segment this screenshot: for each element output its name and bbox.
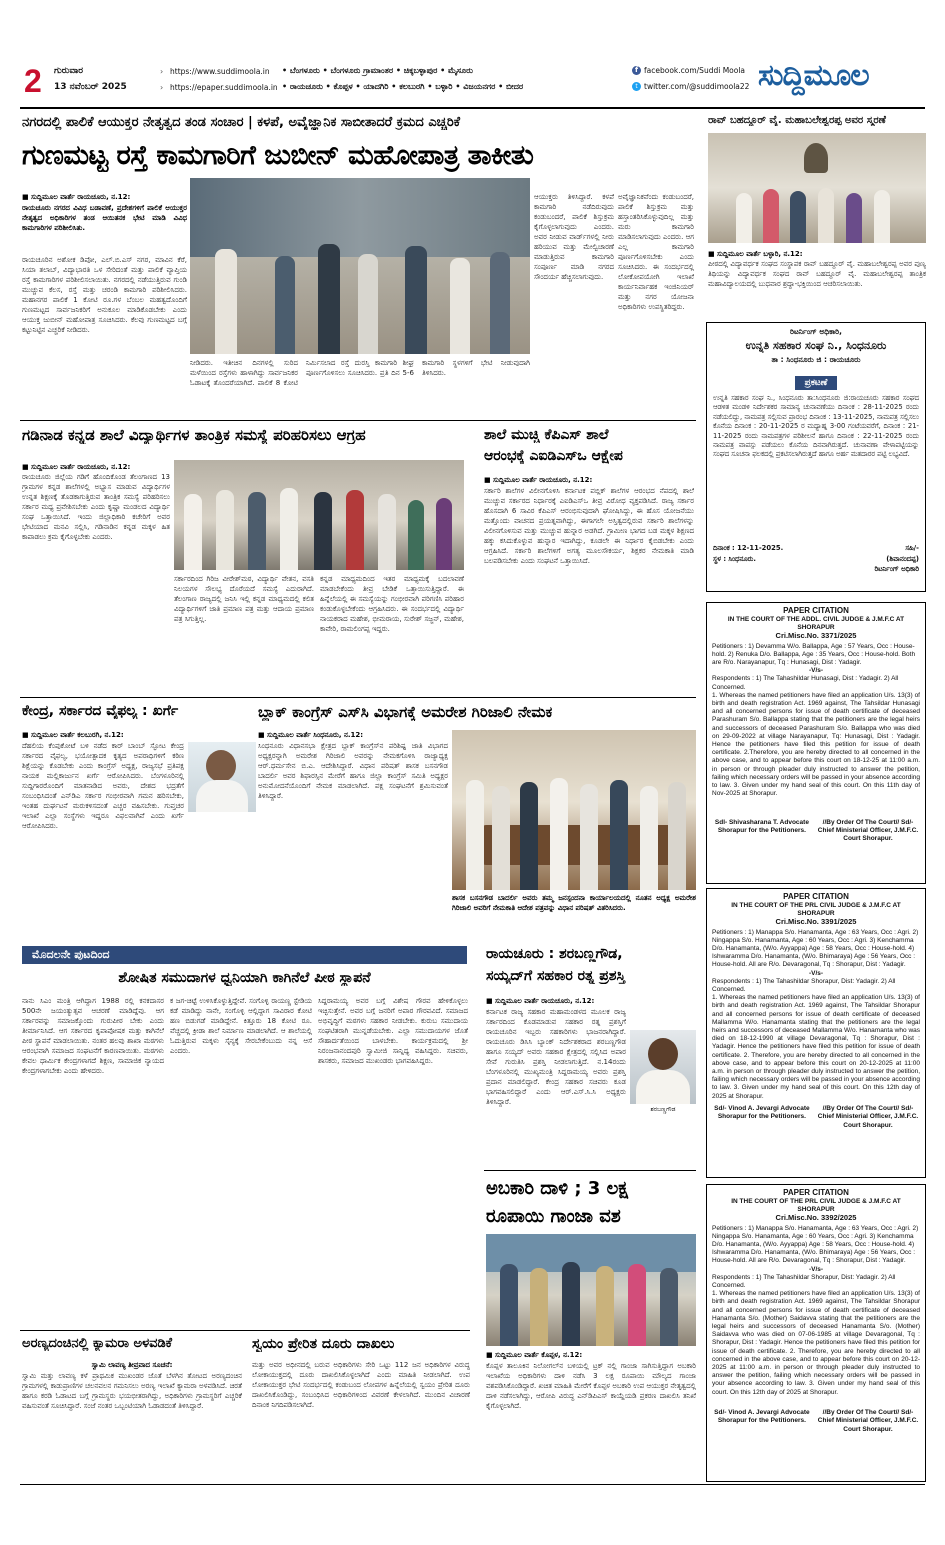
lead-column: ರಾಯಚೂರಿನ ಅಶೋಕ ಡಿಪೋ, ಎಲ್.ಬಿ.ಎಸ್ ನಗರ, ಮಾವಿನ ಕೆರೆ, ಸಿಯಾ ತಲಾಬ್, ವಿದ್ಯಾಭಾರತಿ ಒಳ ಸೇರಿದಂತೆ ಮತ್ತು ಪಾಲಿಕೆ ವ್ಯಾಪ್ತಿಯ ರಸ್ತೆ ಕಾಮಗಾರಿಗಳ ಪರಿಶೀಲಿಸಲಾಯಿತು. ನಗರದಲ್ಲಿ ನಡೆಯುತ್ತಿರುವ ಗುಂಡಿ ಮುಚ್ಚುವ ಕೆಲಸ, ರಸ್ತೆ ಮತ್ತು ಚರಂಡಿ ಕಾಮಗಾರಿ ಪರಿಶೀಲಿಸಿದರು. ಮಹಾನಗರ ಪಾಲಿಕೆ 1 ಕೋಟಿ ರೂ.ಗಳ ಬೆಂಬಲ ಮಹತ್ವದೊಂದಿಗೆ ಗುಣಮಟ್ಟದ ಸಾರ್ವಜನಿಕರಿಗೆ ಅನುಕೂಲ ಮಾಡಿಕೊಡಬೇಕು ಎಂದು ಆಯುಕ್ತ ಜುಬೀನ್ ಮಹೋಪಾತ್ರ ಸೂಚಿಸಿದರು. ಕೆಲವು ಗುಣಮಟ್ಟದ ಬಗ್ಗೆ ಕಟ್ಟುನಿಟ್ಟಿನ ಎಚ್ಚರಿಕೆ ನೀಡಿದರು.	[22, 256, 187, 334]
kannada-school-photo	[174, 460, 464, 570]
section-divider	[20, 697, 696, 698]
edition-cities: • ರಾಯಚೂರು • ಕೊಪ್ಪಳ • ಯಾದಗಿರಿ • ಕಲಬುರಗಿ • ಬಳ್ಳಾರಿ • ವಿಜಯನಗರ • ಬೀದರ	[282, 82, 524, 91]
complaint-body: ಮತ್ತು ಅವರ ಅಧೀನದಲ್ಲಿ ಬರುವ ಅಧಿಕಾರಿಗಳು ಸೇರಿ ಒಟ್ಟು 112 ಜನ ಅಧಿಕಾರಿಗಳ ವಿರುದ್ಧ ಲೋಕಾಯುಕ್ತದಲ್ಲಿ ದೂರು ದಾಖಲಿಸಿಕೊಳ್ಳಲಾಗಿದೆ ಎಂದು ಮಾಹಿತಿ ನೀಡಲಾಗಿದೆ. ಉಪ ಲೋಕಾಯುಕ್ತರ ಭೇಟಿ ಸಂದರ್ಭದಲ್ಲಿ ಕಂಡುಬಂದ ಲೋಪಗಳ ಹಿನ್ನೆಲೆಯಲ್ಲಿ ಸ್ವಯಂ ಪ್ರೇರಿತ ದೂರು ದಾಖಲಿಸಿಕೊಂಡಿದ್ದು, ಸಂಬಂಧಿಸಿದ ಅಧಿಕಾರಿಗಳಿಂದ ವಿವರಣೆ ಕೇಳಲಾಗಿದೆ. ಮುಂದಿನ ವಿಚಾರಣೆ ದಿನಾಂಕ ನಿಗದಿಪಡಿಸಲಾಗಿದೆ.	[252, 1361, 470, 1409]
citation-sig-right: //By Order Of The Court// Sd/- Chief Ministerial Officer, J.M.F.C. Court Shorapur.	[817, 1409, 919, 1433]
masthead-date: 13 ನವೆಂಬರ್ 2025	[54, 82, 127, 92]
section-divider	[484, 1170, 696, 1171]
kannada-school-column: ಸರ್ಕಾರದಿಂದ ಗಿರಿಜ ವೀರೇಶ್‌ಮಠ, ವಿದ್ಯಾರ್ಥಿ ವೇತನ, ವಸತಿ ನಿಲಯಗಳ ಸೌಲಭ್ಯ ದೊರೆಯದೆ ಸಮಸ್ಯೆ ಎದುರಾಗಿದೆ. ತೆಲಂಗಾಣ ರಾಜ್ಯದಲ್ಲಿ ಜನಿಸಿ ಇಲ್ಲಿ ಕನ್ನಡ ಮಾಧ್ಯಮದಲ್ಲಿ ಕಲಿತ ವಿದ್ಯಾರ್ಥಿಗಳಿಗೆ ಜಾತಿ ಪ್ರಮಾಣ ಪತ್ರ ಮತ್ತು ಆದಾಯ ಪ್ರಮಾಣ ಪತ್ರ ಸಿಗುತ್ತಿಲ್ಲ.	[174, 575, 314, 623]
kannada-school-column: ರಾಯಚೂರು ಜಿಲ್ಲೆಯ ಗಡಿಗೆ ಹೊಂದಿಕೊಂಡ ತೆಲಂಗಾಣದ 13 ಗ್ರಾಮಗಳ ಕನ್ನಡ ಶಾಲೆಗಳಲ್ಲಿ ಅಭ್ಯಾಸ ಮಾಡುವ ವಿದ್ಯಾರ್ಥಿಗಳ ಉನ್ನತ ಶಿಕ್ಷಣಕ್ಕೆ ತೊಡಕಾಗುತ್ತಿರುವ ತಾಂತ್ರಿಕ ಸಮಸ್ಯೆ ಪರಿಹರಿಸಲು ಸರ್ಕಾರ ಮಧ್ಯ ಪ್ರವೇಶಿಸಬೇಕು ಎಂದು ಕೃಷ್ಣಾ ಮಂಡಲದ ವಿದ್ಯಾರ್ಥಿ ಸಂಘ ಒತ್ತಾಯಿಸಿದೆ. ಇಂದು ಜಿಲ್ಲಾಧಿಕಾರಿ ಕಚೇರಿಗೆ ಅವರ ಭೇಟಿಯಾದ ಮನವಿ ಸಲ್ಲಿಸಿ, ಗಡಿನಾಡಿನ ಕನ್ನಡ ಮಕ್ಕಳ ಹಿತ ಕಾಪಾಡಲು ಕ್ರಮ ಕೈಗೊಳ್ಳಬೇಕು ಎಂದರು.	[22, 473, 170, 541]
twitter-icon: t	[632, 82, 641, 91]
citation-sig-left: Sd/- Vinod A. Jevargi Advocate Shorapur for the Petitioners.	[714, 1409, 810, 1425]
excise-headline: ರೂಪಾಯಿ ಗಾಂಜಾ ವಶ	[486, 1206, 621, 1227]
citation-petitioners: Petitioners : 1) Manappa S/o. Hanamanta, Age : 63 Years, Occ : Agri. 2) Ningappa S/o. Hanamanta, Age : 60 Years, Occ : Agri. 3) Kenchamma D/o. Hanamanta, (W/o. Ayyappa) Age : 58 Years, Occ : House-hold. 4) Ishwaramma D/o. Hanamanta, (W/o. Bhimaraya) Age : 56 Years, Occ : House-hold. All are R/o. Devaragonal, Tq : Shorapur, Dist : Yadagir.	[712, 928, 919, 969]
website-link[interactable]: https://www.suddimoola.in	[170, 67, 270, 76]
award-portrait	[630, 1030, 696, 1104]
tribute-body: ಪೀಠದಲ್ಲಿ ವಿದ್ಯಾವರ್ಧಕ ಸಂಘದ ಸಂಸ್ಥಾಪಕ ರಾವ್ ಬಹದ್ದೂರ್ ವೈ. ಮಹಾಬಲೇಶ್ವರಪ್ಪ ಅವರ ಪುಣ್ಯ ತಿಥಿಯನ್ನು ವಿದ್ಯಾವರ್ಧಕ ಸಂಘದ ರಾವ್ ಬಹದ್ದೂರ್ ವೈ. ಮಹಾಬಲೇಶ್ವರಪ್ಪ ತಾಂತ್ರಿಕ ಮಹಾವಿದ್ಯಾಲಯದಲ್ಲಿ ಬುಧವಾರ ಶ್ರದ್ಧಾ-ಭಕ್ತಿಯಿಂದ ಆಚರಿಸಲಾಯಿತು.	[708, 260, 926, 288]
citation-sig-left: Sd/- Vinod A. Jevargi Advocate Shorapur for the Petitioners.	[714, 1105, 810, 1121]
citation-case-no: Cri.Misc.No. 3392/2025	[775, 1213, 857, 1223]
masthead-day: ಗುರುವಾರ	[54, 66, 84, 76]
web-icon: ›	[160, 67, 164, 76]
sc-cell-photo	[452, 730, 696, 890]
citation-court: IN THE COURT OF THE ADDL. CIVIL JUDGE & J.M.F.C AT SHORAPUR	[727, 616, 905, 632]
citation-petitioners: Petitioners : 1) Devamma W/o. Ballappa, Age : 57 Years, Occ : House-hold. 2) Renuka D/o. Ballappa, Age : 35 Years, Occ : House-hold. Both are R/o. Narayanapur, Tq : Hunasagi, Dist : Yadagir.	[712, 642, 916, 667]
page-number: 2	[24, 63, 42, 99]
notice-date: ದಿನಾಂಕ : 12-11-2025.	[713, 544, 784, 552]
citation-sig-right: //By Order Of The Court// Sd/- Chief Ministerial Officer, J.M.F.C. Court Shorapur.	[817, 1105, 919, 1129]
lead-column: ಆಯುಕ್ತರು ತಿಳಿಸಿದ್ದಾರೆ. ಕಳಪೆ ಕಾಮಗಾರಿ ನಡೆದಿರುವುದು ಕಂಡುಬಂದರೆ, ಪಾಲಿಕೆ ಶಿಸ್ತುಕ್ರಮ ಕೈಗೊಳ್ಳಲಾಗುವುದು ಎಂದರು. ಅವರ ನೀಡುವ ವಾರ್ಡ್‌ಗಳಲ್ಲಿ ನೀರು ಹರಿಯುವ ಮತ್ತು ಮೇಲ್ವಿಚಾರಣೆ ಮಾಡುತ್ತಿರುವ ಕಾಮಗಾರಿ ಸಂಪೂರ್ಣ ಮಾಡಿ ನಗರದ ಸೌಂದರ್ಯ ಹೆಚ್ಚಿಸಲಾಗುವುದು.	[534, 193, 614, 281]
closure-body: ಸರ್ಕಾರಿ ಶಾಲೆಗಳ ವಿಲೀನಗೊಳಿಸಿ ಕರ್ನಾಟಕ ಪಬ್ಲಿಕ್ ಶಾಲೆಗಳ ಆರಂಭದ ನೆಪದಲ್ಲಿ ಶಾಲೆ ಮುಚ್ಚುವ ಸರ್ಕಾರದ ನಿರ್ಧಾರಕ್ಕೆ ಎಐಡಿಎಸ್‌ಒ ತೀವ್ರ ವಿರೋಧ ವ್ಯಕ್ತಪಡಿಸಿದೆ. ರಾಜ್ಯ ಸರ್ಕಾರ ಹೊಸದಾಗಿ 6 ಸಾವಿರ ಕೆಪಿಎಸ್ ಆರಂಭಿಸುವುದಾಗಿ ಘೋಷಿಸಿದ್ದು, ಈ ಹೊಸ ಯೋಜನೆಯು ಮತ್ತೊಂದು ವಾಚನದ ಪ್ರಯತ್ನವಾಗಿದ್ದು, ಈಗಾಗಲೇ ಅಸ್ತಿತ್ವದಲ್ಲಿರುವ ಸರ್ಕಾರಿ ಶಾಲೆಗಳನ್ನು ವಿಲೀನಗೊಳಿಸುವ ಮತ್ತು ಮುಚ್ಚುವ ಹುನ್ನಾರ ಅಡಗಿದೆ. ಗ್ರಾಮೀಣ ಭಾಗದ ಬಡ ಮಕ್ಕಳ ಶಿಕ್ಷಣದ ಹಕ್ಕು ಕಸಿದುಕೊಳ್ಳುವ ಹುನ್ನಾರ ಇದಾಗಿದ್ದು, ಕೂಡಲೇ ಈ ನಿರ್ಧಾರ ಕೈಬಿಡಬೇಕು ಎಂದು ಆಗ್ರಹಿಸಿದೆ. ಸರ್ಕಾರಿ ಶಾಲೆಗಳಿಗೆ ಅಗತ್ಯ ಮೂಲಸೌಕರ್ಯ, ಶಿಕ್ಷಕರ ನೇಮಕಾತಿ ಮಾಡಿ ಬಲಪಡಿಸಬೇಕು ಎಂದು ಸಂಘಟನೆ ಒತ್ತಾಯಿಸಿದೆ.	[484, 487, 694, 565]
notice-body: ಉನ್ನತಿ ಸಹಕಾರ ಸಂಘ ನಿ., ಸಿಂಧನೂರು ತಾ:ಸಿಂಧನೂರು ಜಿ:ರಾಯಚೂರು ಸಹಕಾರ ಸಂಘದ ಆಡಳಿತ ಮಂಡಳಿ ನಿರ್ದೇಶಕರ ಸಾಮಾನ್ಯ ಚುನಾವಣೆಯು ದಿನಾಂಕ : 28-11-2025 ರಂದು ನಡೆಯಲಿದ್ದು, ನಾಮಪತ್ರ ಸಲ್ಲಿಸುವ ಪ್ರಾರಂಭ ದಿನಾಂಕ : 13-11-2025, ನಾಮಪತ್ರ ಸಲ್ಲಿಸಲು ಕೊನೆಯ ದಿನಾಂಕ : 20-11-2025 ರ ಮಧ್ಯಾಹ್ನ 3-00 ಗಂಟೆಯವರೆಗೆ, ದಿನಾಂಕ : 21-11-2025 ರಂದು ನಾಮಪತ್ರಗಳ ಪರಿಶೀಲನೆ ಹಾಗೂ ದಿನಾಂಕ : 22-11-2025 ರಂದು ನಾಮಪತ್ರ ವಾಪಸ್ಸು ಪಡೆಯಲು ಕೊನೆಯ ದಿನವಾಗಿರುತ್ತದೆ. ಚುನಾವಣಾ ವೇಳಾಪಟ್ಟಿಯನ್ನು ಸಂಘದ ಸೂಚನಾ ಫಲಕದಲ್ಲಿ ಪ್ರಕಟಿಸಲಾಗಿರುತ್ತದೆ ಹಾಗೂ ಅರ್ಹ ಮತದಾರರ ಪಟ್ಟಿ ಲಭ್ಯವಿದೆ.	[713, 394, 919, 459]
award-dateline: ■ ಸುದ್ದಿಮೂಲ ವಾರ್ತೆ ರಾಯಚೂರು, ನ.12:	[486, 997, 595, 1005]
front-page-column: ಸಿದ್ದರಾಮಯ್ಯ ಅವರ ಬಗ್ಗೆ ವಿಶೇಷ ಗೌರವ ಹೇಳಿಕೊಳ್ಳಲು ಇಚ್ಛಿಸುತ್ತೇನೆ. ಅವರ ಬಗ್ಗೆ ಜನರಿಗೆ ಅಪಾರ ಗೌರವವಿದೆ. ಸಮಾಜದ ಅಭಿವೃದ್ಧಿಗೆ ಮಠಗಳು ಸಹಕಾರ ನೀಡಬೇಕು. ಕುರುಬ ಸಮುದಾಯ ಸಂಘಟಿತರಾಗಿ ಮುನ್ನಡೆಯಬೇಕು. ಎಲ್ಲಾ ಸಮುದಾಯಗಳ ಜೊತೆ ಸೌಹಾರ್ದತೆಯಿಂದ ಬಾಳಬೇಕು. ಕಾರ್ಯಕ್ರಮದಲ್ಲಿ ಶ್ರೀ ನಿರಂಜನಾನಂದಪುರಿ ಸ್ವಾಮೀಜಿ ಸಾನ್ನಿಧ್ಯ ವಹಿಸಿದ್ದರು. ಸಚಿವರು, ಶಾಸಕರು, ಸಮಾಜದ ಮುಖಂಡರು ಭಾಗವಹಿಸಿದ್ದರು.	[318, 997, 468, 1065]
tribute-title: ರಾವ್ ಬಹದ್ದೂರ್ ವೈ. ಮಹಾಬಲೇಶ್ವರಪ್ಪ ಅವರ ಸ್ಮರಣೆ	[708, 115, 886, 126]
tribute-dateline: ■ ಸುದ್ದಿಮೂಲ ವಾರ್ತೆ ಬಳ್ಳಾರಿ, ನ.12:	[708, 250, 803, 258]
tribute-photo	[708, 133, 926, 243]
edition-cities: • ಬೆಂಗಳೂರು • ಬೆಂಗಳೂರು ಗ್ರಾಮಾಂತರ • ಚಿಕ್ಕಬಳ್ಳಾಪುರ • ಮೈಸೂರು	[282, 66, 473, 75]
citation-title: PAPER CITATION	[783, 892, 849, 901]
citation-case-no: Cri.Misc.No. 3371/2025	[775, 631, 857, 641]
sc-cell-caption: ಶಾಸಕ ಬಸನಗೌಡ ಬಾದರ್ಲಿ ಅವರು ತಮ್ಮ ಜನಸ್ಪಂದನಾ ಕಾರ್ಯಾಲಯದಲ್ಲಿ ನೂತನ ಅಧ್ಯಕ್ಷ ಅಮರೇಶ ಗಿರಿಜಾಲಿ ಅವರಿಗೆ ನೇಮಕಾತಿ ಆದೇಶ ಪತ್ರವನ್ನು ವಿಧಾನ ಪರಿಷತ್ ವಿತರಿಸಿದರು.	[452, 894, 696, 912]
lead-column: ನೀಡಿದರು. ಇತೀಚಿನ ದಿನಗಳಲ್ಲಿ ಸುರಿದ ಮಳೆಯಿಂದ ರಸ್ತೆಗಳು ಹಾಳಾಗಿದ್ದು ಸಾರ್ವಜನಿಕರ ಓಡಾಟಕ್ಕೆ ತೊಂದರೆಯಾಗಿದೆ. ಪಾಲಿಕೆ 8 ಕೋಟಿ ನಿರ್ಮಿಸಲಾದ ರಸ್ತೆ ದುರಸ್ತಿ ಕಾಮಗಾರಿ ಶೀಘ್ರ ಪೂರ್ಣಗೊಳಿಸಲು ಸೂಚಿಸಿದರು. ಪ್ರತಿ ದಿನ 5-6 ಕಾಮಗಾರಿ ಸ್ಥಳಗಳಿಗೆ ಭೇಟಿ ನೀಡುವುದಾಗಿ ತಿಳಿಸಿದರು.	[190, 359, 530, 387]
citation-court: IN THE COURT OF THE PRL CIVIL JUDGE & J.M.F.C AT SHORAPUR	[731, 1198, 901, 1214]
front-page-column: ಕ ಜಗ-ಚಿಟ್ಟೆ ಉಳಿಸಿಕೊಳ್ಳುತ್ತಿದ್ದೇವೆ. ಸಂಗೊಳ್ಳಿ ರಾಯಣ್ಣ ಸ್ಟೇಡಿಯ ಕಡೆ ಮಾಡಿದ್ದು ನಾನೇ, ಸಂಗೊಳ್ಳಿ ಆಲ್ಲಿದ್ದಾಗ ಸಾವಿರಾರ ಕೋಟಿ ಹಣ ಬಿಡುಗಡೆ ಮಾಡಿದ್ದೇನೆ. ಕಿತ್ತೂರು 18 ಕೋಟಿ ರೂ. ವೆಚ್ಚದಲ್ಲಿ ಕ್ರೀಡಾ ಶಾಲೆ ನಿರ್ಮಾಣ ಮಾಡಲಾಗಿದೆ. ಆ ಶಾಲೆಯಲ್ಲಿ ಓದುತ್ತಿರುವ ಮಕ್ಕಳು ಸೈನ್ಯಕ್ಕೆ ಸೇರಬೇಕೆಂಬುದು ನನ್ನ ಆಸೆ ಎಂದರು.	[170, 997, 312, 1055]
election-notice	[706, 322, 926, 592]
citation-sig-left: Sdl- Shivasharana T. Advocate Shorapur for the Petitioners.	[714, 818, 809, 835]
masthead-divider	[20, 107, 925, 109]
kannada-school-headline: ಗಡಿನಾಡ ಕನ್ನಡ ಶಾಲೆ ವಿದ್ಯಾರ್ಥಿಗಳ ತಾಂತ್ರಿಕ ಸಮಸ್ಯೆ ಪರಿಹರಿಸಲು ಆಗ್ರಹ	[22, 426, 366, 444]
notice-sign: ಸಹಿ/-	[905, 544, 919, 552]
epaper-link[interactable]: https://epaper.suddimoola.in	[170, 83, 278, 92]
citation-respondents: Respondents : 1) The Tahashildar Hunasagi, Dist : Yadagir. 2) All Concerned.	[712, 675, 899, 691]
sc-cell-headline: ಬ್ಲಾಕ್ ಕಾಂಗ್ರೆಸ್ ಎಸ್‌ಸಿ ವಿಭಾಗಕ್ಕೆ ಅಮರೇಶ ಗಿರಿಜಾಲಿ ನೇಮಕ	[258, 703, 553, 721]
sc-cell-body: ಸಿಂಧನೂರು ವಿಧಾನಸಭಾ ಕ್ಷೇತ್ರದ ಬ್ಲಾಕ್ ಕಾಂಗ್ರೆಸ್‌ನ ಪರಿಶಿಷ್ಟ ಜಾತಿ ವಿಭಾಗದ ಅಧ್ಯಕ್ಷರನ್ನಾಗಿ ಅಮರೇಶ ಗಿರಿಜಾಲಿ ಅವರನ್ನು ನೇಮಕಗೊಳಿಸಿ ರಾಜ್ಯಾಧ್ಯಕ್ಷ ಆರ್.ಧರ್ಮಸೇನ ಬಿ.ಎ. ಆದೇಶಿಸಿದ್ದಾರೆ. ವಿಧಾನ ಪರಿಷತ್ ಶಾಸಕ ಬಸನಗೌಡ ಬಾದರ್ಲಿ ಅವರ ಶಿಫಾರಸ್ಸಿನ ಮೇರೆಗೆ ಹಾಗೂ ಜಿಲ್ಲಾ ಕಾಂಗ್ರೆಸ್ ಸಮಿತಿ ಅಧ್ಯಕ್ಷರ ಅನುಮೋದನೆಯೊಂದಿಗೆ ನೇಮಕ ಮಾಡಲಾಗಿದೆ. ಪಕ್ಷ ಸಂಘಟನೆಗೆ ಶ್ರಮಿಸುವಂತೆ ತಿಳಿಸಿದ್ದಾರೆ.	[258, 742, 448, 800]
forest-headline: ಅರಣ್ಯದಂಚಿನಲ್ಲಿ ಕ್ಯಾಮರಾ ಅಳವಡಿಕೆ	[22, 1336, 173, 1351]
front-page-band	[22, 946, 467, 964]
kharge-headline: ಕೇಂದ್ರ, ಸರ್ಕಾರದ ವೈಫಲ್ಯ : ಖರ್ಗೆ	[22, 703, 179, 719]
notice-badge: ಪ್ರಕಟಣೆ	[795, 376, 838, 390]
sc-cell-dateline: ■ ಸುದ್ದಿಮೂಲ ವಾರ್ತೆ ಸಿಂಧನೂರು, ನ.12:	[258, 731, 364, 739]
forest-dateline: ಸ್ವಾಮಿ ಲಾವಣ್ಯ ತೀವ್ರವಾದ ಸೂಚನೆ:	[91, 1361, 173, 1369]
award-portrait-caption: ಶರಬಣ್ಣಗೌಡ	[650, 1106, 676, 1113]
lead-intro: ರಾಯಚೂರು ನಗರದ ವಿವಿಧ ಬಡಾವಣೆ, ಪ್ರದೇಶಗಳಿಗೆ ಪಾಲಿಕೆ ಆಯುಕ್ತರ ನೇತೃತ್ವದ ಅಧಿಕಾರಿಗಳ ತಂಡ ಆಯಿತನಕ ಭೇಟಿ ಮಾಡಿ ವಿವಿಧ ಕಾಮಗಾರಿಗಳ ಪರಿಶೀಲಿಸಿತು.	[22, 204, 187, 232]
section-divider	[20, 420, 696, 421]
kharge-photo	[188, 742, 256, 812]
facebook-icon: f	[632, 66, 641, 75]
citation-vs: -V/s-	[808, 969, 824, 977]
citation-body: 1. Whereas the named petitioners have filed an application U/s. 13(3) of birth and death registration Act. 1969 against, The Tahsildar Shorapur and all concerned persons for issue of death certificate of deceased Hanamanta S/o. (Mother) Saidavva stating that the petitioners are the legal heirs and successors of deceased Hanamanta S/o. (Mother) Saidavva who was died on 07-06-1985 at village Devaragonal, Tq : Shorapur, Dist : Yadagir. Hence the petitioners have filed this petition for issue of death certificate. 2. Therefore, you are hereby directed to all concerned in the above case, and to appear before this court on 20-12-2025 at 11:00 a.m. in person or through pleader duly instructed to answer the petition, failing which necessary orders will be passed in your absence according to law. 3. Given under my hand seal of this court. On this 12th day of 2025 at Shorapur.	[712, 1290, 920, 1396]
citation-petitioners: Petitioners : 1) Manappa S/o. Hanamanta, Age : 63 Years, Occ : Agri. 2) Ningappa S/o. Hanamanta, Age : 60 Years, Occ : Agri. 3) Kenchamma D/o. Hanamanta, (W/o. Ayyappa) Age : 58 Years, Occ : House-hold. 4) Ishwaramma D/o. Hanamanta, (W/o. Bhimaraya) Age : 56 Years, Occ : House-hold. All are R/o. Devaragonal, Tq : Shorapur, Dist : Yadagir.	[712, 1224, 919, 1265]
closure-headline: ಆರಂಭಕ್ಕೆ ಎಐಡಿಎಸ್‌ಒ ಆಕ್ಷೇಪ	[484, 448, 623, 464]
award-headline: ಸಯ್ಯದ್‌ಗೆ ಸಹಕಾರ ರತ್ನ ಪ್ರಶಸ್ತಿ	[486, 968, 626, 984]
excise-photo	[486, 1234, 696, 1346]
lead-column: ಅವೈಜ್ಞಾನಿಕವೆಂದು ಕಂಡುಬಂದರೆ, ಪಾಲಿಕೆ ಶಿಸ್ತುಕ್ರಮ ಮತ್ತು ಹಸ್ತಾಂತರಿಸಿಕೊಳ್ಳುವುದಿಲ್ಲ ಮತ್ತು ಮರು ಕಾಮಗಾರಿ ಮಾಡಿಸಲಾಗುವುದು ಎಂದರು. ಆಗ ಎಲ್ಲ ಕಾಮಗಾರಿ ಪೂರ್ಣಗೊಳಿಸಬೇಕು ಎಂದು ಸೂಚಿಸಿದರು. ಈ ಸಂದರ್ಭದಲ್ಲಿ ಲೋಕೋಪಯೋಗಿ ಇಲಾಖೆ ಕಾರ್ಯನಿರ್ವಾಹಕ ಇಂಜಿನಿಯರ್ ಮತ್ತು ನಗರ ಯೋಜನಾ ಅಧಿಕಾರಿಗಳು ಉಪಸ್ಥಿತರಿದ್ದರು.	[618, 193, 694, 311]
citation-title: PAPER CITATION	[783, 606, 849, 615]
kannada-school-dateline: ■ ಸುದ್ದಿಮೂಲ ವಾರ್ತೆ ರಾಯಚೂರು, ನ.12:	[22, 463, 131, 471]
web-icon: ›	[160, 83, 164, 92]
newspaper-logo: ಸುದ್ದಿಮೂಲ	[758, 58, 869, 93]
lead-kicker: ನಗರದಲ್ಲಿ ಪಾಲಿಕೆ ಆಯುಕ್ತರ ನೇತೃತ್ವದ ತಂಡ ಸಂಚಾರ | ಕಳಪೆ, ಅವೈಜ್ಞಾನಿಕ ಸಾಬೀತಾದರೆ ಕ್ರಮದ ಎಚ್ಚರಿಕೆ	[22, 115, 461, 130]
facebook-link[interactable]: facebook.com/Suddi Moola	[644, 66, 746, 75]
citation-body: 1. Whereas the named petitioners have filed an application U/s. 13(3) of birth and death registration Act. 1969 against, The Tahsildar Hunasagi and all concerned persons for issue of death certificate of deceased Parashuram S/o. Ballappa stating that the petitioners are the legal heirs and successors of deceased Parashuram S/o. Ballappa who was died on 29-09-2022 at village Narayanapur, Tq: Hunasagi, Dist : Yadagir. Hence the petitioners have filed this petition for issue of death certificate. 2.Therefore, you are hereby directed to all concerned in the above case, and to appear before this court on 18-12-25 at 11:00 a.m. in person or through pleader duly instructed to answer the petition, failing which necessary orders will be passed in your absence according to law. 3. Given under my hand seal of this court. On this 11th day of Nov-2025 at Shorapur.	[712, 691, 920, 798]
notice-sign-name: (ಶಿವಾನಂದಪ್ಪ)	[886, 555, 919, 563]
front-page-headline: ಶೋಷಿತ ಸಮುದಾಗಳ ಧ್ವನಿಯಾಗಿ ಕಾಗಿನೆಲೆ ಪೀಠ ಸ್ಥಾಪನೆ	[118, 970, 371, 986]
masthead	[20, 58, 925, 102]
citation-title: PAPER CITATION	[783, 1188, 849, 1197]
closure-headline: ಶಾಲೆ ಮುಚ್ಚಿ ಕೆಪಿಎಸ್ ಶಾಲೆ	[484, 427, 609, 443]
paper-citation	[706, 602, 926, 884]
notice-top: ರಿಟರ್ನಿಂಗ್ ಅಧಿಕಾರಿ,	[790, 327, 842, 336]
citation-vs: -V/s-	[808, 667, 824, 675]
award-body: ಕರ್ನಾಟಕ ರಾಜ್ಯ ಸಹಕಾರ ಮಹಾಮಂಡಳದ ಮೂಲಕ ರಾಜ್ಯ ಸರ್ಕಾರದಿಂದ ಕೊಡಮಾಡುವ ಸಹಕಾರ ರತ್ನ ಪ್ರಶಸ್ತಿಗೆ ರಾಯಚೂರಿನ ಇಬ್ಬರು ಸಹಕಾರಿಗಳು ಭಾಜನರಾಗಿದ್ದಾರೆ. ರಾಯಚೂರು ಡಿಸಿಸಿ ಬ್ಯಾಂಕ್ ನಿರ್ದೇಶಕರಾದ ಶರಬಣ್ಣಗೌಡ ಹಾಗೂ ಸಯ್ಯದ್ ಅವರು ಸಹಕಾರ ಕ್ಷೇತ್ರದಲ್ಲಿ ಸಲ್ಲಿಸಿದ ಅಪಾರ ಸೇವೆ ಗುರುತಿಸಿ ಪ್ರಶಸ್ತಿ ನೀಡಲಾಗುತ್ತಿದೆ. ನ.14ರಂದು ಬೆಂಗಳೂರಿನಲ್ಲಿ ಮುಖ್ಯಮಂತ್ರಿ ಸಿದ್ದರಾಮಯ್ಯ ಅವರು ಪ್ರಶಸ್ತಿ ಪ್ರದಾನ ಮಾಡಲಿದ್ದಾರೆ. ಕೇಂದ್ರ ಸಹಕಾರ ಸಚಿವರು ಕೂಡ ಭಾಗವಹಿಸಲಿದ್ದಾರೆ ಎಂದು ಆರ್.ಎಸ್.ಸಿ.ಸಿ ಅಧ್ಯಕ್ಷರು ತಿಳಿಸಿದ್ದಾರೆ.	[486, 1008, 626, 1106]
front-page-band-label: ಮೊದಲನೇ ಪುಟದಿಂದ	[32, 948, 110, 961]
complaint-headline: ಸ್ವಯಂ ಪ್ರೇರಿತ ದೂರು ದಾಖಲು	[252, 1336, 395, 1352]
citation-vs: -V/s-	[808, 1265, 824, 1273]
citation-sig-right: //By Order Of The Court// Sd/- Chief Ministerial Officer, J.M.F.C. Court Shorapur.	[817, 818, 919, 843]
page-bottom-rule	[20, 1484, 925, 1485]
lead-headline: ಗುಣಮಟ್ಟ ರಸ್ತೆ ಕಾಮಗಾರಿಗೆ ಜುಬೀನ್ ಮಹೋಪಾತ್ರ ತಾಕೀತು	[22, 140, 534, 171]
notice-place: ತಾ : ಸಿಂಧನೂರು ಜಿ : ರಾಯಚೂರು	[771, 355, 861, 364]
excise-dateline: ■ ಸುದ್ದಿಮೂಲ ವಾರ್ತೆ ಕೊಪ್ಪಳ, ನ.12:	[486, 1351, 583, 1359]
notice-org: ಉನ್ನತಿ ಸಹಕಾರ ಸಂಘ ನಿ., ಸಿಂಧನೂರು	[745, 339, 887, 352]
excise-body: ಕೊಪ್ಪಳ ತಾಲೂಕಿನ ನಿಲೋಗಲ್‌ನ ಬಳಿಯಲ್ಲಿ ಟ್ರಕ್ ನಲ್ಲಿ ಗಾಂಜಾ ಸಾಗಿಸುತ್ತಿದ್ದಾಗ ಅಬಕಾರಿ ಇಲಾಖೆಯ ಅಧಿಕಾರಿಗಳು ದಾಳಿ ನಡೆಸಿ 3 ಲಕ್ಷ ರೂಪಾಯಿ ಮೌಲ್ಯದ ಗಾಂಜಾ ವಶಪಡಿಸಿಕೊಂಡಿದ್ದಾರೆ. ಖಚಿತ ಮಾಹಿತಿ ಮೇರೆಗೆ ಕೊಪ್ಪಳ ಅಬಕಾರಿ ಉಪ ಆಯುಕ್ತರ ನೇತೃತ್ವದಲ್ಲಿ ದಾಳಿ ನಡೆಸಲಾಗಿದ್ದು, ಆರೋಪಿ ವಿರುದ್ಧ ಎನ್‌ಡಿಪಿಎಸ್ ಕಾಯ್ದೆಯಡಿ ಪ್ರಕರಣ ದಾಖಲಿಸಿ ತನಿಖೆ ಕೈಗೊಳ್ಳಲಾಗಿದೆ.	[486, 1362, 696, 1410]
paper-citation	[706, 1184, 926, 1482]
twitter-link[interactable]: twitter.com/@suddimoola22	[644, 82, 750, 91]
kharge-dateline: ■ ಸುದ್ದಿಮೂಲ ವಾರ್ತೆ ಕಲಬುರಗಿ, ನ.12:	[22, 731, 124, 739]
lead-dateline: ■ ಸುದ್ದಿಮೂಲ ವಾರ್ತೆ ರಾಯಚೂರು, ನ.12:	[22, 193, 131, 201]
paper-citation	[706, 888, 926, 1178]
notice-sign-place: ಸ್ಥಳ : ಸಿಂಧನೂರು.	[713, 555, 756, 563]
kannada-school-column: ಕನ್ನಡ ಮಾಧ್ಯಮದಿಂದ ಇತರ ಮಾಧ್ಯಮಕ್ಕೆ ಬದಲಾವಣೆ ಮಾಡಬೇಕೆಂದು ತೀವ್ರ ಬೇಡಿಕೆ ಒತ್ತಾಯಿಸುತ್ತಿದ್ದಾರೆ. ಈ ಹಿನ್ನೆಲೆಯಲ್ಲಿ ಈ ಸಮಸ್ಯೆಯನ್ನು ಗಂಭೀರವಾಗಿ ಪರಿಗಣಿಸಿ ಪರಿಹಾರ ಕಂಡುಕೊಳ್ಳಬೇಕೆಂದು ಆಗ್ರಹಿಸಿದರು. ಈ ಸಂದರ್ಭದಲ್ಲಿ ವಿದ್ಯಾರ್ಥಿ ನಾಯಕರಾದ ಮಹೇಶ, ಭೀಮರಾಯ, ಸುರೇಶ್ ಸಜ್ಜನ್, ಮಹೇಶ, ಕಾವೇರಿ, ರಾಮಲಿಂಗಪ್ಪ ಇದ್ದರು.	[320, 575, 464, 633]
citation-case-no: Cri.Misc.No. 3391/2025	[775, 917, 857, 927]
closure-dateline: ■ ಸುದ್ದಿಮೂಲ ವಾರ್ತೆ ರಾಯಚೂರು, ನ.12:	[484, 476, 593, 484]
award-headline: ರಾಯಚೂರು : ಶರಬಣ್ಣಗೌಡ,	[486, 946, 623, 962]
section-divider	[20, 1330, 470, 1331]
forest-body: ಸ್ವಾಮಿ ಮತ್ತು ಲಾವಣ್ಯ ಕಳೆ ಪ್ರಾಥಮಿಕ ಮುಖಂಡರ ಜೊತೆ ಬೆಳಗಿನ ತೋಟದ ಅರಣ್ಯದಂಚಿನ ಗ್ರಾಮಗಳಲ್ಲಿ ಕಾಡುಪ್ರಾಣಿಗಳ ಚಲನವಲನ ಗಮನಿಸಲು ಅರಣ್ಯ ಇಲಾಖೆ ಕ್ಯಾಮರಾ ಅಳವಡಿಸಿದೆ. ಚಿರತೆ ಹಾಗೂ ಕರಡಿ ಓಡಾಟದ ಬಗ್ಗೆ ಗ್ರಾಮಸ್ಥರು ಭಯಭೀತರಾಗಿದ್ದು, ಅಧಿಕಾರಿಗಳು ಗ್ರಾಮಸ್ಥರಿಗೆ ಎಚ್ಚರಿಕೆ ವಹಿಸುವಂತೆ ಸೂಚಿಸಿದ್ದಾರೆ. ಸಂಜೆ ನಂತರ ಒಬ್ಬಂಟಿಯಾಗಿ ಓಡಾಡದಂತೆ ತಿಳಿಸಿದ್ದಾರೆ.	[22, 1372, 242, 1410]
kharge-body: ದೆಹಲಿಯ ಕೆಂಪುಕೋಟೆ ಬಳಿ ನಡೆದ ಕಾರ್ ಬಾಂಬ್ ಸ್ಫೋಟ ಕೇಂದ್ರ ಸರ್ಕಾರದ ವೈಫಲ್ಯ, ಭಯೋತ್ಪಾದಕ ಕೃತ್ಯದ ಅಪರಾಧಿಗಳಿಗೆ ಕಠಿಣ ಶಿಕ್ಷೆಯನ್ನು ಕೊಡಬೇಕು ಎಂದು ಕಾಂಗ್ರೆಸ್ ಅಧ್ಯಕ್ಷ, ರಾಜ್ಯಸಭೆ ಪ್ರತಿಪಕ್ಷ ನಾಯಕ ಮಲ್ಲಿಕಾರ್ಜುನ ಖರ್ಗೆ ಆರೋಪಿಸಿದರು. ಬೆಂಗಳೂರಿನಲ್ಲಿ ಸುದ್ದಿಗಾರರೊಂದಿಗೆ ಮಾತನಾಡಿದ ಅವರು, ದೇಶದ ಭದ್ರತೆಗೆ ಸಂಬಂಧಿಸಿದಂತೆ ಎನ್‌ಡಿಎ ಸರ್ಕಾರ ಗಂಭೀರವಾಗಿ ಗಮನ ಹರಿಸಬೇಕು, ಇಂತಹ ದುರ್ಘಟನೆ ಮರುಕಳಿಸದಂತೆ ಎಚ್ಚರ ವಹಿಸಬೇಕು. ಗುಪ್ತಚರ ಇಲಾಖೆ ಎಲ್ಲಾ ಸಂಸ್ಥೆಗಳು ಇದ್ದರೂ ವಿಫಲವಾಗಿವೆ ಎಂದು ಖರ್ಗೆ ಆರೋಪಿಸಿದರು.	[22, 742, 184, 830]
citation-court: IN THE COURT OF THE PRL CIVIL JUDGE & J.M.F.C AT SHORAPUR	[731, 902, 901, 918]
front-page-column: ನಾನು ಸಿಎಂ ಮಂತ್ರಿ ಆಗಿದ್ದಾಗ 1988 ರಲ್ಲಿ ಕನಕದಾಸರ 500ನೇ ಜಯಂತ್ಯುತ್ಸವ ಆಚರಣೆ ಮಾಡಿದ್ದೆವು. ಆಗ ಸರ್ಕಾರವನ್ನು ಸಮಾಜಕ್ಕೊಂದು ಗುರುಪೀಠ ಬೇಕು ಎಂದು ತೀರ್ಮಾನಿಸಿದೆ. ಆಗ ಸರ್ಕಾರದ ಕೃಪಾಪೋಷಕ ಮತ್ತು ಕಾಗಿನೆಲೆ ಪೀಠ ಸ್ಥಾಪನೆ ಮಾಡಲಾಯಿತು. ನಂತರ ಹಲವು ಶಾಖಾ ಮಠಗಳು ಆರಂಭವಾಗಿ ಸಮಾಜದ ಸಂಘಟನೆಗೆ ಕಾರಣವಾಯಿತು. ಮಠಗಳು ಕೇವಲ ಧಾರ್ಮಿಕ ಕೇಂದ್ರಗಳಾಗದೆ ಶಿಕ್ಷಣ, ಸಾಮಾಜಿಕ ನ್ಯಾಯದ ಕೇಂದ್ರಗಳಾಗಬೇಕು ಎಂದು ಹೇಳಿದರು.	[22, 997, 164, 1075]
citation-body: 1. Whereas the named petitioners have filed an application U/s. 13(3) of birth and death registration Act. 1969 against, The Tahsildar Shorapur and all concerned persons for issue of death certificate of deceased Mallamma W/o. Hanamanta stating that the petitioners are the legal heirs and successors of deceased Mallamma W/o. Hanamanta who was died on 18-12-1990 at village Devaragonal, Tq : Shorapur, Dist : Yadagir. Hence the petitioners have filed this petition for issue of death certificate. 2. Therefore, you are hereby directed to all concerned in the above case, and to appear before this court on 20-12-2025 at 11:00 a.m. in person or through pleader duly instructed to answer the petition, failing which necessary orders will be passed in your absence according to law. 3. Given under my hand seal of this court. On this 12th day of 2025 at Shorapur.	[712, 994, 920, 1100]
citation-respondents: Respondents : 1) The Tahashildar Shorapur, Dist: Yadagir. 2) All Concerned.	[712, 1273, 896, 1290]
citation-respondents: Respondents : 1) The Tahashildar Shorapur, Dist: Yadagir. 2) All Concerned.	[712, 977, 896, 994]
excise-headline: ಅಬಕಾರಿ ದಾಳಿ ; 3 ಲಕ್ಷ	[486, 1178, 629, 1199]
notice-sign-title: ರಿಟರ್ನಿಂಗ್ ಅಧಿಕಾರಿ	[874, 565, 919, 573]
lead-photo	[190, 178, 530, 354]
